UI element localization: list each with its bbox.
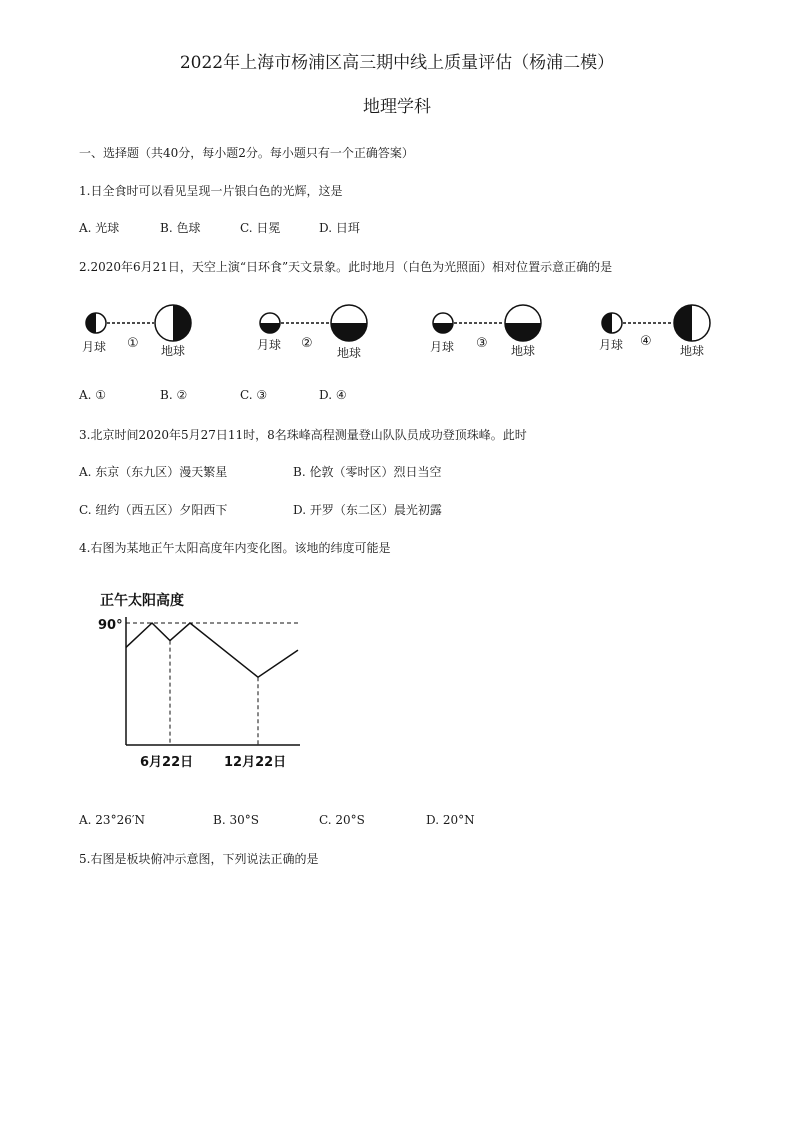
- section-heading: 一、选择题（共40分，每小题2分。每小题只有一个正确答案）: [79, 146, 414, 160]
- q2-option-a: A. ①: [79, 388, 107, 402]
- q3-option-a: A. 东京（东九区）漫天繁星: [79, 465, 228, 479]
- earth-label-2: 地球: [337, 346, 362, 360]
- chart-xtick-jun22: 6月22日: [140, 755, 194, 770]
- q3-option-d: D. 开罗（东二区）晨光初露: [293, 503, 442, 517]
- q3-stem: 3.北京时间2020年5月27日11时，8名珠峰高程测量登山队队员成功登顶珠峰。此时: [79, 428, 527, 442]
- moon-label-1: 月球: [82, 340, 107, 354]
- q3-option-b: B. 伦敦（零时区）烈日当空: [293, 465, 442, 479]
- chart-xtick-dec22: 12月22日: [224, 755, 287, 770]
- earth-label-4: 地球: [680, 344, 705, 358]
- q4-option-c: C. 20°S: [319, 813, 365, 827]
- q2-option-d: D. ④: [319, 388, 347, 402]
- q5-stem: 5.右图是板块俯冲示意图，下列说法正确的是: [79, 852, 319, 866]
- number-label-4: ④: [640, 334, 652, 349]
- earth-label-3: 地球: [511, 344, 536, 358]
- moon-label-4: 月球: [599, 338, 624, 352]
- q1-option-d: D. 日珥: [319, 221, 360, 235]
- moon-1-dark-half: [86, 313, 96, 333]
- number-label-3: ③: [476, 336, 488, 351]
- noon-sun-altitude-chart: [90, 585, 310, 775]
- earth-4-dark-half: [674, 305, 692, 341]
- q2-stem: 2.2020年6月21日，天空上演“日环食”天文景象。此时地月（白色为光照面）相对位置示意正确的是: [79, 260, 613, 274]
- q4-option-d: D. 20°N: [426, 813, 475, 827]
- q1-stem: 1.日全食时可以看见呈现一片银白色的光辉，这是: [79, 184, 343, 198]
- q1-option-c: C. 日冕: [240, 221, 281, 235]
- number-label-2: ②: [301, 336, 313, 351]
- earth-1-dark-half: [173, 305, 191, 341]
- moon-4-dark-half: [602, 313, 612, 333]
- q2-option-b: B. ②: [160, 388, 188, 402]
- subject-title: 地理学科: [363, 97, 431, 117]
- earth-label-1: 地球: [161, 344, 186, 358]
- q1-option-a: A. 光球: [79, 221, 120, 235]
- moon-label-3: 月球: [430, 340, 455, 354]
- q4-option-b: B. 30°S: [213, 813, 259, 827]
- chart-ytick-90: 90°: [98, 618, 123, 633]
- q4-stem: 4.右图为某地正午太阳高度年内变化图。该地的纬度可能是: [79, 541, 391, 555]
- earth-moon-diagram: [0, 295, 794, 365]
- q3-option-c: C. 纽约（西五区）夕阳西下: [79, 503, 228, 517]
- moon-label-2: 月球: [257, 338, 282, 352]
- q4-option-a: A. 23°26′N: [79, 813, 146, 827]
- page-title: 2022年上海市杨浦区高三期中线上质量评估（杨浦二模）: [179, 53, 615, 73]
- earth-3-dark-half: [505, 323, 541, 341]
- chart-series-line: [126, 623, 298, 677]
- moon-3-dark-half: [433, 323, 453, 333]
- q1-option-b: B. 色球: [160, 221, 201, 235]
- number-label-1: ①: [127, 336, 139, 351]
- q2-option-c: C. ③: [240, 388, 268, 402]
- chart-ylabel: 正午太阳高度: [100, 593, 184, 609]
- moon-2-dark-half: [260, 323, 280, 333]
- earth-2-dark-half: [331, 323, 367, 341]
